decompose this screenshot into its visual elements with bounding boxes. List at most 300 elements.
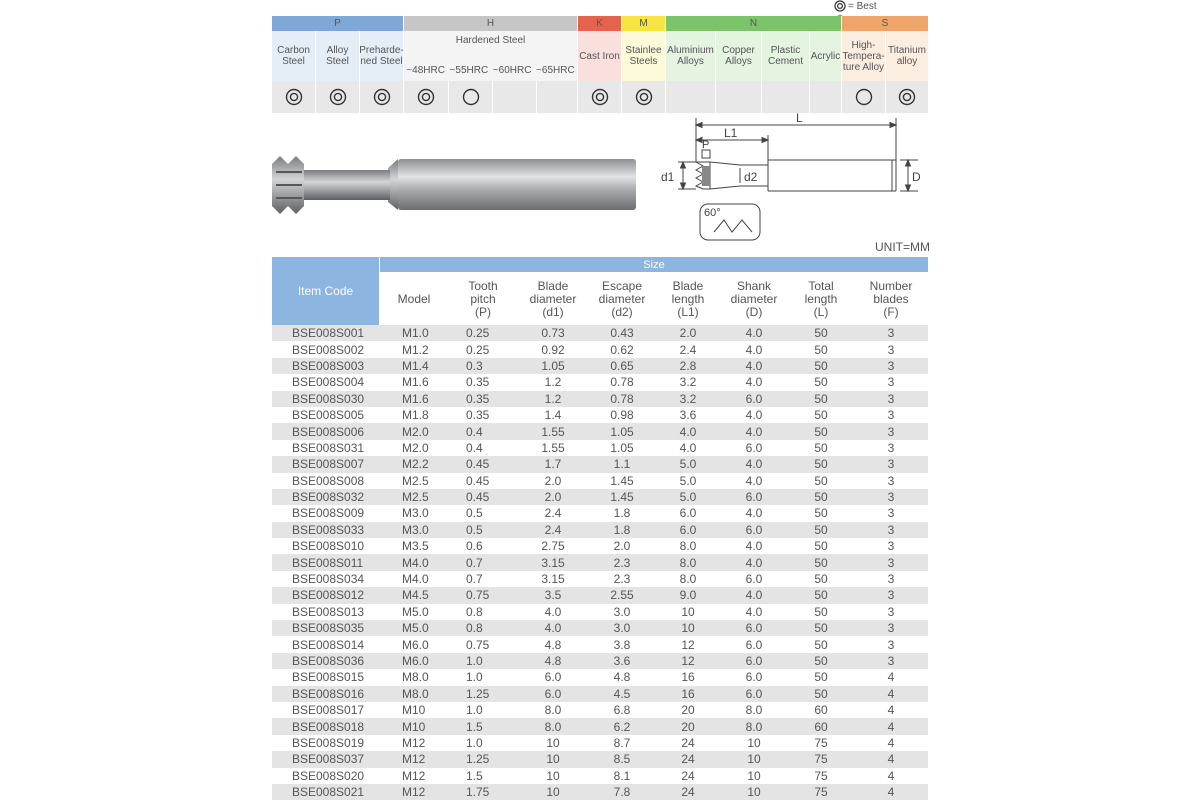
table-row [272, 718, 928, 734]
table-cell: 3 [887, 506, 895, 521]
material-rating [810, 81, 842, 113]
table-cell: M10 [402, 703, 426, 718]
table-cell: 50 [814, 621, 828, 636]
table-cell: 4 [887, 719, 895, 734]
table-cell: 1.4 [544, 408, 562, 423]
table-cell: 1.05 [610, 440, 634, 455]
table-cell: 50 [814, 424, 828, 439]
table-cell: 6.0 [745, 391, 763, 406]
table-cell: 24 [681, 735, 695, 750]
table-cell: 50 [814, 326, 828, 341]
material-group-h: H [404, 16, 578, 31]
table-cell: 6.0 [745, 686, 763, 701]
table-cell: M5.0 [402, 604, 429, 619]
table-cell: M12 [402, 735, 426, 750]
column-header-line: length [671, 291, 705, 306]
table-cell: 0.6 [466, 539, 483, 554]
table-cell: 3 [887, 391, 895, 406]
material-rating [886, 81, 929, 113]
table-cell: 4.0 [745, 604, 763, 619]
table-cell: M6.0 [402, 637, 429, 652]
material-label: Plastic Cement [762, 31, 810, 81]
column-header-line: diameter [730, 291, 778, 306]
table-cell: 6.0 [544, 686, 562, 701]
table-cell: 0.92 [541, 342, 565, 357]
table-cell: 4.0 [745, 473, 763, 488]
table-cell: 1.8 [613, 522, 631, 537]
item-code-cell: BSE008S006 [292, 424, 365, 439]
table-cell: 5.0 [679, 473, 697, 488]
table-cell: 2.4 [544, 506, 562, 521]
table-cell: 0.4 [466, 424, 483, 439]
table-cell: 24 [681, 752, 695, 767]
table-cell: 10 [747, 785, 761, 800]
table-cell: 4 [887, 735, 895, 750]
hardness-label: ~55HRC [449, 65, 489, 76]
material-rating [762, 81, 810, 113]
item-code-cell: BSE008S011 [292, 555, 364, 570]
table-cell: 3 [887, 473, 895, 488]
item-code-cell: BSE008S004 [292, 375, 365, 390]
table-cell: 10 [747, 768, 761, 783]
table-cell: 50 [814, 391, 828, 406]
table-cell: 4.0 [745, 408, 763, 423]
table-row [272, 358, 928, 374]
table-cell: 6.0 [745, 670, 763, 685]
table-cell: 0.7 [466, 555, 483, 570]
table-cell: 0.35 [466, 375, 490, 390]
rating-legend [830, 0, 930, 12]
table-cell: 2.0 [544, 490, 562, 505]
table-cell: 0.45 [466, 490, 490, 505]
material-rating [449, 81, 493, 113]
item-code-header: Item Code [272, 257, 379, 325]
table-cell: 8.0 [679, 555, 697, 570]
table-cell: 16 [681, 670, 695, 685]
item-code-cell: BSE008S031 [292, 440, 365, 455]
table-cell: M1.6 [402, 391, 429, 406]
table-cell: 50 [814, 604, 828, 619]
table-cell: 3 [887, 326, 895, 341]
table-cell: 4.0 [745, 457, 763, 472]
material-rating [622, 81, 666, 113]
table-cell: 3.0 [613, 604, 631, 619]
column-header-line: Blade [672, 278, 704, 293]
table-cell: 5.0 [679, 457, 697, 472]
dim-L1: L1 [724, 126, 738, 140]
table-cell: 3 [887, 408, 895, 423]
table-cell: 50 [814, 637, 828, 652]
table-cell: 10 [747, 735, 761, 750]
table-cell: 4.0 [745, 326, 763, 341]
table-cell: 24 [681, 768, 695, 783]
table-cell: 3 [887, 637, 895, 652]
table-cell: 20 [681, 703, 695, 718]
table-cell: 4.8 [544, 654, 562, 668]
table-cell: 2.75 [541, 539, 565, 554]
table-cell: 1.55 [541, 424, 565, 439]
hardness-label: ~60HRC [492, 65, 532, 76]
item-code-cell: BSE008S010 [292, 539, 365, 554]
table-cell: 2.4 [544, 522, 562, 537]
table-cell: 6.0 [679, 522, 697, 537]
table-cell: 3.15 [541, 572, 565, 587]
table-cell: 4.0 [745, 588, 763, 603]
item-code-cell: BSE008S017 [292, 703, 365, 718]
table-row [272, 554, 928, 570]
table-cell: 4.0 [745, 539, 763, 554]
table-cell: 8.7 [613, 735, 631, 750]
unit-label: UNIT=MM [875, 240, 930, 254]
item-code-cell: BSE008S008 [292, 473, 365, 488]
table-cell: 4 [887, 686, 895, 701]
table-cell: 1.7 [544, 457, 562, 472]
table-row [272, 522, 928, 538]
table-cell: 1.45 [610, 473, 634, 488]
table-cell: 1.0 [466, 670, 483, 685]
table-cell: 4.0 [745, 375, 763, 390]
table-row [272, 751, 928, 767]
table-cell: M8.0 [402, 686, 429, 701]
column-header-line: (d2) [611, 304, 633, 319]
table-cell: 6.0 [745, 621, 763, 636]
table-row [272, 505, 928, 521]
table-row [272, 587, 928, 603]
item-code-cell: BSE008S016 [292, 686, 365, 701]
column-headers [380, 273, 928, 325]
table-cell: 0.98 [610, 408, 634, 423]
table-cell: 9.0 [679, 588, 697, 603]
table-cell: 8.0 [679, 539, 697, 554]
table-cell: 50 [814, 506, 828, 521]
table-cell: 4.0 [745, 358, 763, 373]
column-header-line: (d1) [542, 304, 564, 319]
table-cell: 50 [814, 358, 828, 373]
table-cell: 3 [887, 572, 895, 587]
table-row [272, 423, 928, 439]
item-code-cell: BSE008S035 [292, 621, 365, 636]
table-cell: 0.8 [466, 621, 483, 636]
column-header-line: length [804, 291, 838, 306]
material-label: Titanium alloy [886, 31, 929, 81]
table-cell: 20 [681, 719, 695, 734]
legend-best-label: = Best [848, 0, 877, 12]
table-cell: 3 [887, 457, 895, 472]
table-body [272, 325, 928, 800]
table-cell: 50 [814, 473, 828, 488]
item-code-cell: BSE008S020 [292, 768, 365, 783]
table-cell: 3 [887, 490, 895, 505]
table-cell: 24 [681, 785, 695, 800]
table-cell: 60 [814, 703, 828, 718]
table-cell: 3 [887, 555, 895, 570]
material-rating [842, 81, 886, 113]
table-cell: 3 [887, 588, 895, 603]
thread-angle: 60° [704, 207, 721, 219]
item-code-cell: BSE008S005 [292, 408, 365, 423]
material-group-s: S [842, 16, 929, 31]
table-cell: M1.6 [402, 375, 429, 390]
item-code-cell: BSE008S036 [292, 654, 365, 668]
dim-d1: d1 [661, 170, 675, 184]
table-cell: 1.1 [613, 457, 631, 472]
table-cell: M4.5 [402, 588, 429, 603]
table-cell: 75 [814, 768, 828, 783]
table-cell: M1.0 [402, 326, 429, 341]
material-label: Alloy Steel [316, 31, 360, 81]
table-cell: 50 [814, 572, 828, 587]
column-header [448, 273, 518, 325]
table-cell: 50 [814, 522, 828, 537]
table-cell: 75 [814, 752, 828, 767]
table-row [272, 735, 928, 751]
table-cell: 2.8 [679, 358, 697, 373]
table-cell: 0.5 [466, 506, 483, 521]
table-row [272, 473, 928, 489]
column-header-line: Escape [601, 278, 643, 293]
table-row [272, 768, 928, 784]
table-cell: 1.2 [544, 375, 562, 390]
table-cell: 0.45 [466, 473, 490, 488]
column-header [656, 273, 720, 325]
table-cell: M5.0 [402, 621, 429, 636]
table-cell: 10 [546, 785, 560, 800]
table-cell: 8.0 [544, 719, 562, 734]
dim-L: L [796, 111, 803, 125]
column-header-line: pitch [470, 291, 496, 306]
table-cell: 2.4 [679, 342, 697, 357]
table-cell: 1.75 [466, 785, 490, 800]
table-cell: 2.0 [613, 539, 631, 554]
table-cell: 50 [814, 555, 828, 570]
material-group-m: M [622, 16, 666, 31]
table-row [272, 325, 928, 341]
material-label-row [272, 31, 929, 81]
table-cell: 3.6 [613, 654, 631, 668]
material-grid [272, 16, 929, 98]
column-header-line: (F) [883, 304, 899, 319]
column-header-line: Model [397, 291, 431, 306]
table-cell: 3 [887, 342, 895, 357]
table-cell: 6.0 [679, 506, 697, 521]
hardness-label: ~65HRC [536, 65, 575, 76]
item-code-cell: BSE008S012 [292, 588, 365, 603]
table-cell: 7.8 [613, 785, 631, 800]
table-header [272, 257, 928, 325]
material-rating-row [272, 81, 929, 113]
technical-drawing [656, 110, 932, 245]
material-rating [272, 81, 316, 113]
table-row [272, 440, 928, 456]
hardened-steel-label [404, 31, 578, 81]
table-cell: 1.8 [613, 506, 631, 521]
material-group-p: P [272, 16, 404, 31]
table-cell: M8.0 [402, 670, 429, 685]
table-cell: 0.4 [466, 440, 483, 455]
table-cell: 50 [814, 670, 828, 685]
table-cell: 8.1 [613, 768, 631, 783]
double-circle-icon [329, 88, 347, 106]
table-cell: 10 [546, 752, 560, 767]
table-cell: M12 [402, 752, 426, 767]
table-cell: 6.0 [745, 572, 763, 587]
table-cell: M6.0 [402, 654, 429, 668]
table-row [272, 407, 928, 423]
table-cell: 4.0 [745, 342, 763, 357]
dim-D: D [912, 170, 921, 184]
table-cell: 0.3 [466, 358, 483, 373]
column-header-line: blades [873, 291, 909, 306]
tool-photo [268, 150, 648, 220]
table-row [272, 391, 928, 407]
item-code-cell: BSE008S002 [292, 342, 365, 357]
table-cell: 8.0 [679, 572, 697, 587]
material-rating [404, 81, 449, 113]
table-cell: 6.2 [613, 719, 631, 734]
table-cell: 1.25 [466, 686, 490, 701]
column-header [788, 273, 854, 325]
material-group-row [272, 16, 929, 31]
table-cell: 1.25 [466, 752, 490, 767]
table-cell: 50 [814, 375, 828, 390]
table-cell: 0.78 [610, 375, 634, 390]
table-cell: 0.75 [466, 588, 490, 603]
table-cell: 6.0 [745, 654, 763, 668]
table-cell: 0.75 [466, 637, 490, 652]
table-row [272, 636, 928, 652]
table-cell: 4.0 [745, 555, 763, 570]
table-cell: 3.5 [544, 588, 562, 603]
table-cell: 4 [887, 752, 895, 767]
table-cell: 8.0 [745, 703, 763, 718]
material-group-n: N [666, 16, 842, 31]
dim-P: P [702, 139, 710, 151]
table-row [272, 653, 928, 669]
table-row [272, 538, 928, 554]
table-cell: 3 [887, 358, 895, 373]
item-code-cell: BSE008S018 [292, 719, 365, 734]
column-header-line: (P) [475, 304, 491, 319]
table-row [272, 702, 928, 718]
table-cell: 4 [887, 703, 895, 718]
double-circle-icon [898, 88, 916, 106]
material-label: Aluminium Alloys [666, 31, 716, 81]
double-circle-icon [373, 88, 391, 106]
table-cell: 12 [681, 637, 695, 652]
material-label: Stainlee Steels [622, 31, 666, 81]
table-cell: 10 [681, 604, 695, 619]
table-cell: 3.2 [679, 391, 697, 406]
table-cell: 0.25 [466, 326, 490, 341]
column-header-line: Shank [736, 278, 772, 293]
item-code-cell: BSE008S003 [292, 358, 365, 373]
material-label: Cast Iron [578, 31, 622, 81]
column-header-line: Total [808, 278, 834, 293]
material-label: Preharde-ned Steel [360, 31, 404, 81]
circle-icon [855, 88, 873, 106]
table-cell: 10 [747, 752, 761, 767]
table-cell: 2.0 [544, 473, 562, 488]
table-cell: 4.5 [613, 686, 631, 701]
table-cell: 3 [887, 440, 895, 455]
table-row [272, 784, 928, 800]
table-cell: 3 [887, 539, 895, 554]
table-cell: 1.0 [466, 654, 483, 668]
table-cell: 8.0 [745, 719, 763, 734]
table-row [272, 374, 928, 390]
table-cell: M3.5 [402, 539, 429, 554]
table-cell: 1.05 [610, 424, 634, 439]
column-header [380, 273, 448, 325]
item-code-cell: BSE008S021 [292, 785, 365, 800]
table-cell: 2.55 [610, 588, 634, 603]
table-cell: 6.0 [745, 490, 763, 505]
table-cell: M1.4 [402, 358, 429, 373]
double-circle-icon [591, 88, 609, 106]
material-rating [493, 81, 537, 113]
table-cell: 10 [546, 735, 560, 750]
table-cell: 4.0 [544, 621, 562, 636]
table-cell: 50 [814, 490, 828, 505]
material-rating [360, 81, 404, 113]
item-code-cell: BSE008S030 [292, 391, 365, 406]
table-cell: 50 [814, 342, 828, 357]
material-label: Copper Alloys [716, 31, 762, 81]
item-code-cell: BSE008S014 [292, 637, 365, 652]
column-header-line: diameter [598, 291, 646, 306]
table-row [272, 571, 928, 587]
table-cell: 0.8 [466, 604, 483, 619]
table-row [272, 686, 928, 702]
table-cell: M3.0 [402, 522, 429, 537]
table-cell: 3 [887, 621, 895, 636]
column-header-line: Tooth [468, 278, 498, 293]
table-cell: 75 [814, 785, 828, 800]
table-cell: 3 [887, 522, 895, 537]
double-circle-icon [417, 88, 435, 106]
table-cell: M1.8 [402, 408, 429, 423]
table-cell: M10 [402, 719, 426, 734]
table-cell: 4.0 [745, 506, 763, 521]
table-cell: M4.0 [402, 555, 429, 570]
legend-best [834, 0, 877, 12]
table-cell: 0.43 [610, 326, 634, 341]
table-cell: 0.78 [610, 391, 634, 406]
table-cell: 5.0 [679, 490, 697, 505]
material-label: Acrylic [810, 31, 842, 81]
column-header [588, 273, 656, 325]
table-cell: M3.0 [402, 506, 429, 521]
table-cell: 4.0 [679, 424, 697, 439]
column-header-line: Blade [537, 278, 569, 293]
material-label: Carbon Steel [272, 31, 316, 81]
hardened-steel-title: Hardened Steel [455, 35, 526, 46]
table-cell: 50 [814, 440, 828, 455]
table-cell: 1.5 [466, 719, 483, 734]
table-cell: 1.45 [610, 490, 634, 505]
column-header [518, 273, 588, 325]
table-cell: 2.0 [679, 326, 697, 341]
table-cell: 50 [814, 408, 828, 423]
column-header-line: (L) [813, 304, 829, 319]
table-cell: 0.35 [466, 391, 490, 406]
table-cell: 1.5 [466, 768, 483, 783]
table-row [272, 341, 928, 357]
table-cell: M2.0 [402, 424, 429, 439]
table-cell: 10 [546, 768, 560, 783]
table-cell: 3 [887, 654, 895, 668]
material-rating [666, 81, 716, 113]
